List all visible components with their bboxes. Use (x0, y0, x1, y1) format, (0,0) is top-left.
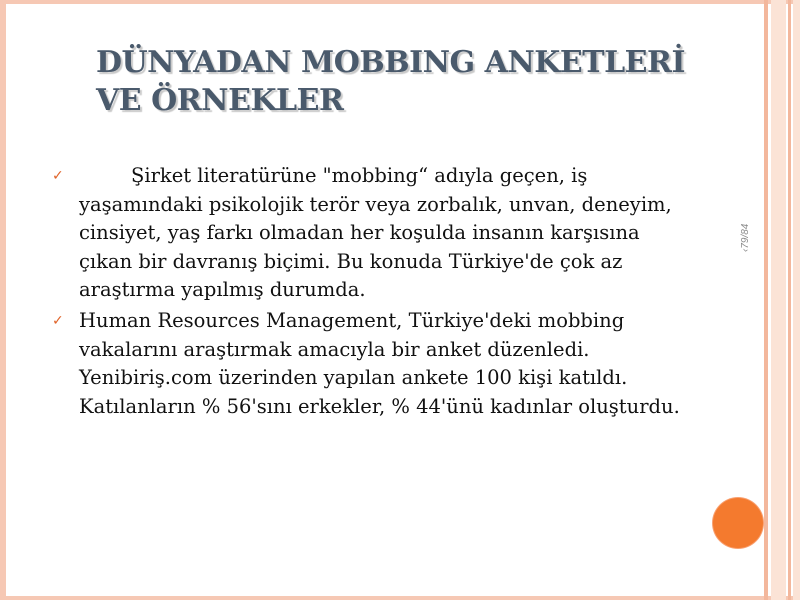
decor-stripe (788, 0, 791, 600)
slide-frame-left (0, 0, 6, 600)
checkmark-icon: ✓ (52, 312, 64, 329)
checkmark-icon: ✓ (52, 168, 64, 184)
decor-stripe (771, 0, 786, 600)
bullet-item (52, 307, 692, 421)
bullet-text: Human Resources Management, Türkiye'deki mobbing vakalarını araştırmak amacıyla bir anket düzenledi. Yenibiriş.com üzerinden yapılan ankete 100 kişi katıldı. Katılanların % 56'sını erkekler, % 44'ünü kadınlar oluşturdu. (79, 308, 680, 418)
page-number: ‹79/84 (740, 223, 751, 253)
decor-stripe (793, 0, 800, 600)
slide-title-line-2: VE ÖRNEKLER (96, 83, 344, 118)
bullet-list (52, 162, 692, 423)
bullet-item (52, 162, 692, 305)
decor-stripe (764, 0, 768, 600)
decor-circle (713, 498, 763, 548)
bullet-text: Şirket literatürüne "mobbing“ adıyla geçen, iş yaşamındaki psikolojik terör veya zorbalık, unvan, deneyim, cinsiyet, yaş farkı olmadan her koşulda insanın karşısına çıkan bir davranış biçimi. Bu konuda Türkiye'de çok az araştırma yapılmış durumda. (79, 164, 672, 302)
slide-title (96, 44, 756, 120)
slide-title-line-1: DÜNYADAN MOBBING ANKETLERİ (96, 45, 685, 80)
slide-frame-top (0, 0, 800, 4)
slide-frame-bottom (0, 596, 800, 600)
